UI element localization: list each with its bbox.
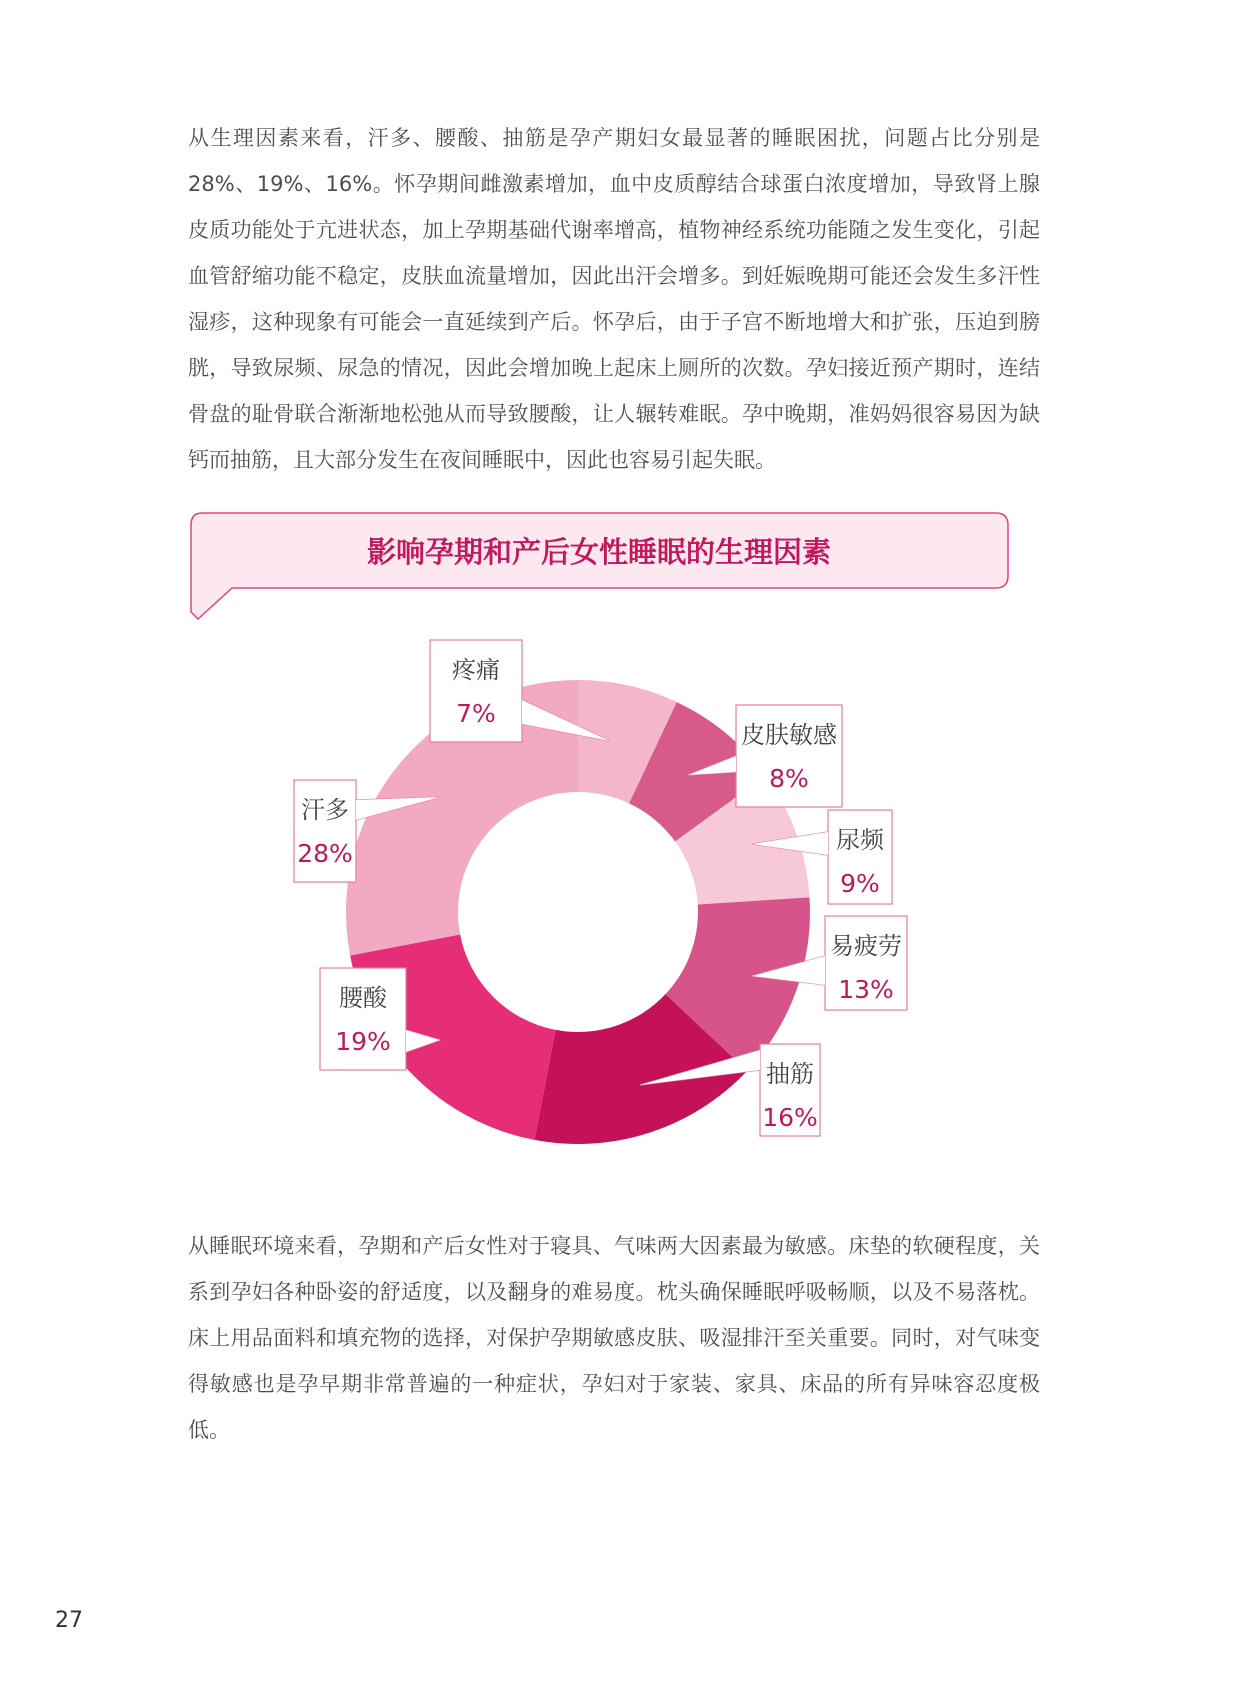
slice-percent-label: 13% [838,975,894,1004]
chart-title: 影响孕期和产后女性睡眠的生理因素 [366,534,831,569]
slice-percent-label: 19% [335,1027,391,1056]
slice-percent-label: 16% [762,1103,818,1132]
slice-percent-label: 7% [456,699,496,728]
paragraph-environment: 从睡眠环境来看，孕期和产后女性对于寝具、气味两大因素最为敏感。床垫的软硬程度，关系到孕妇各种卧姿的舒适度，以及翻身的难易度。枕头确保睡眠呼吸畅顺，以及不易落枕。床上用品面料和填充物的选择，对保护孕期敏感皮肤、吸湿排汗至关重要。同时，对气味变得敏感也是孕早期非常普遍的一种症状，孕妇对于家装、家具、床品的所有异味容忍度极低。 [188,1234,1040,1442]
paragraph-physiological: 从生理因素来看，汗多、腰酸、抽筋是孕产期妇女最显著的睡眠困扰，问题占比分别是28%、19%、16%。怀孕期间雌激素增加，血中皮质醇结合球蛋白浓度增加，导致肾上腺皮质功能处于亢进状态，加上孕期基础代谢率增高，植物神经系统功能随之发生变化，引起血管舒缩功能不稳定，皮肤血流量增加，因此出汗会增多。到妊娠晚期可能还会发生多汗性湿疹，这种现象有可能会一直延续到产后。怀孕后，由于子宫不断地增大和扩张，压迫到膀胱，导致尿频、尿急的情况，因此会增加晚上起床上厕所的次数。孕妇接近预产期时，连结骨盘的耻骨联合渐渐地松弛从而导致腰酸，让人辗转难眠。孕中晚期，准妈妈很容易因为缺钙而抽筋，且大部分发生在夜间睡眠中，因此也容易引起失眠。 [188,126,1040,472]
slice-label: 尿频 [836,826,884,854]
slice-label: 疼痛 [452,656,500,684]
slice-percent-label: 8% [769,764,809,793]
page-number: 27 [55,1608,83,1633]
slice-label: 抽筋 [766,1060,814,1088]
slice-percent-label: 9% [840,869,880,898]
slice-label: 汗多 [301,796,349,824]
slice-label: 皮肤敏感 [741,721,837,749]
slice-label: 腰酸 [339,984,387,1012]
slice-percent-label: 28% [297,839,353,868]
slice-label: 易疲劳 [830,932,902,960]
